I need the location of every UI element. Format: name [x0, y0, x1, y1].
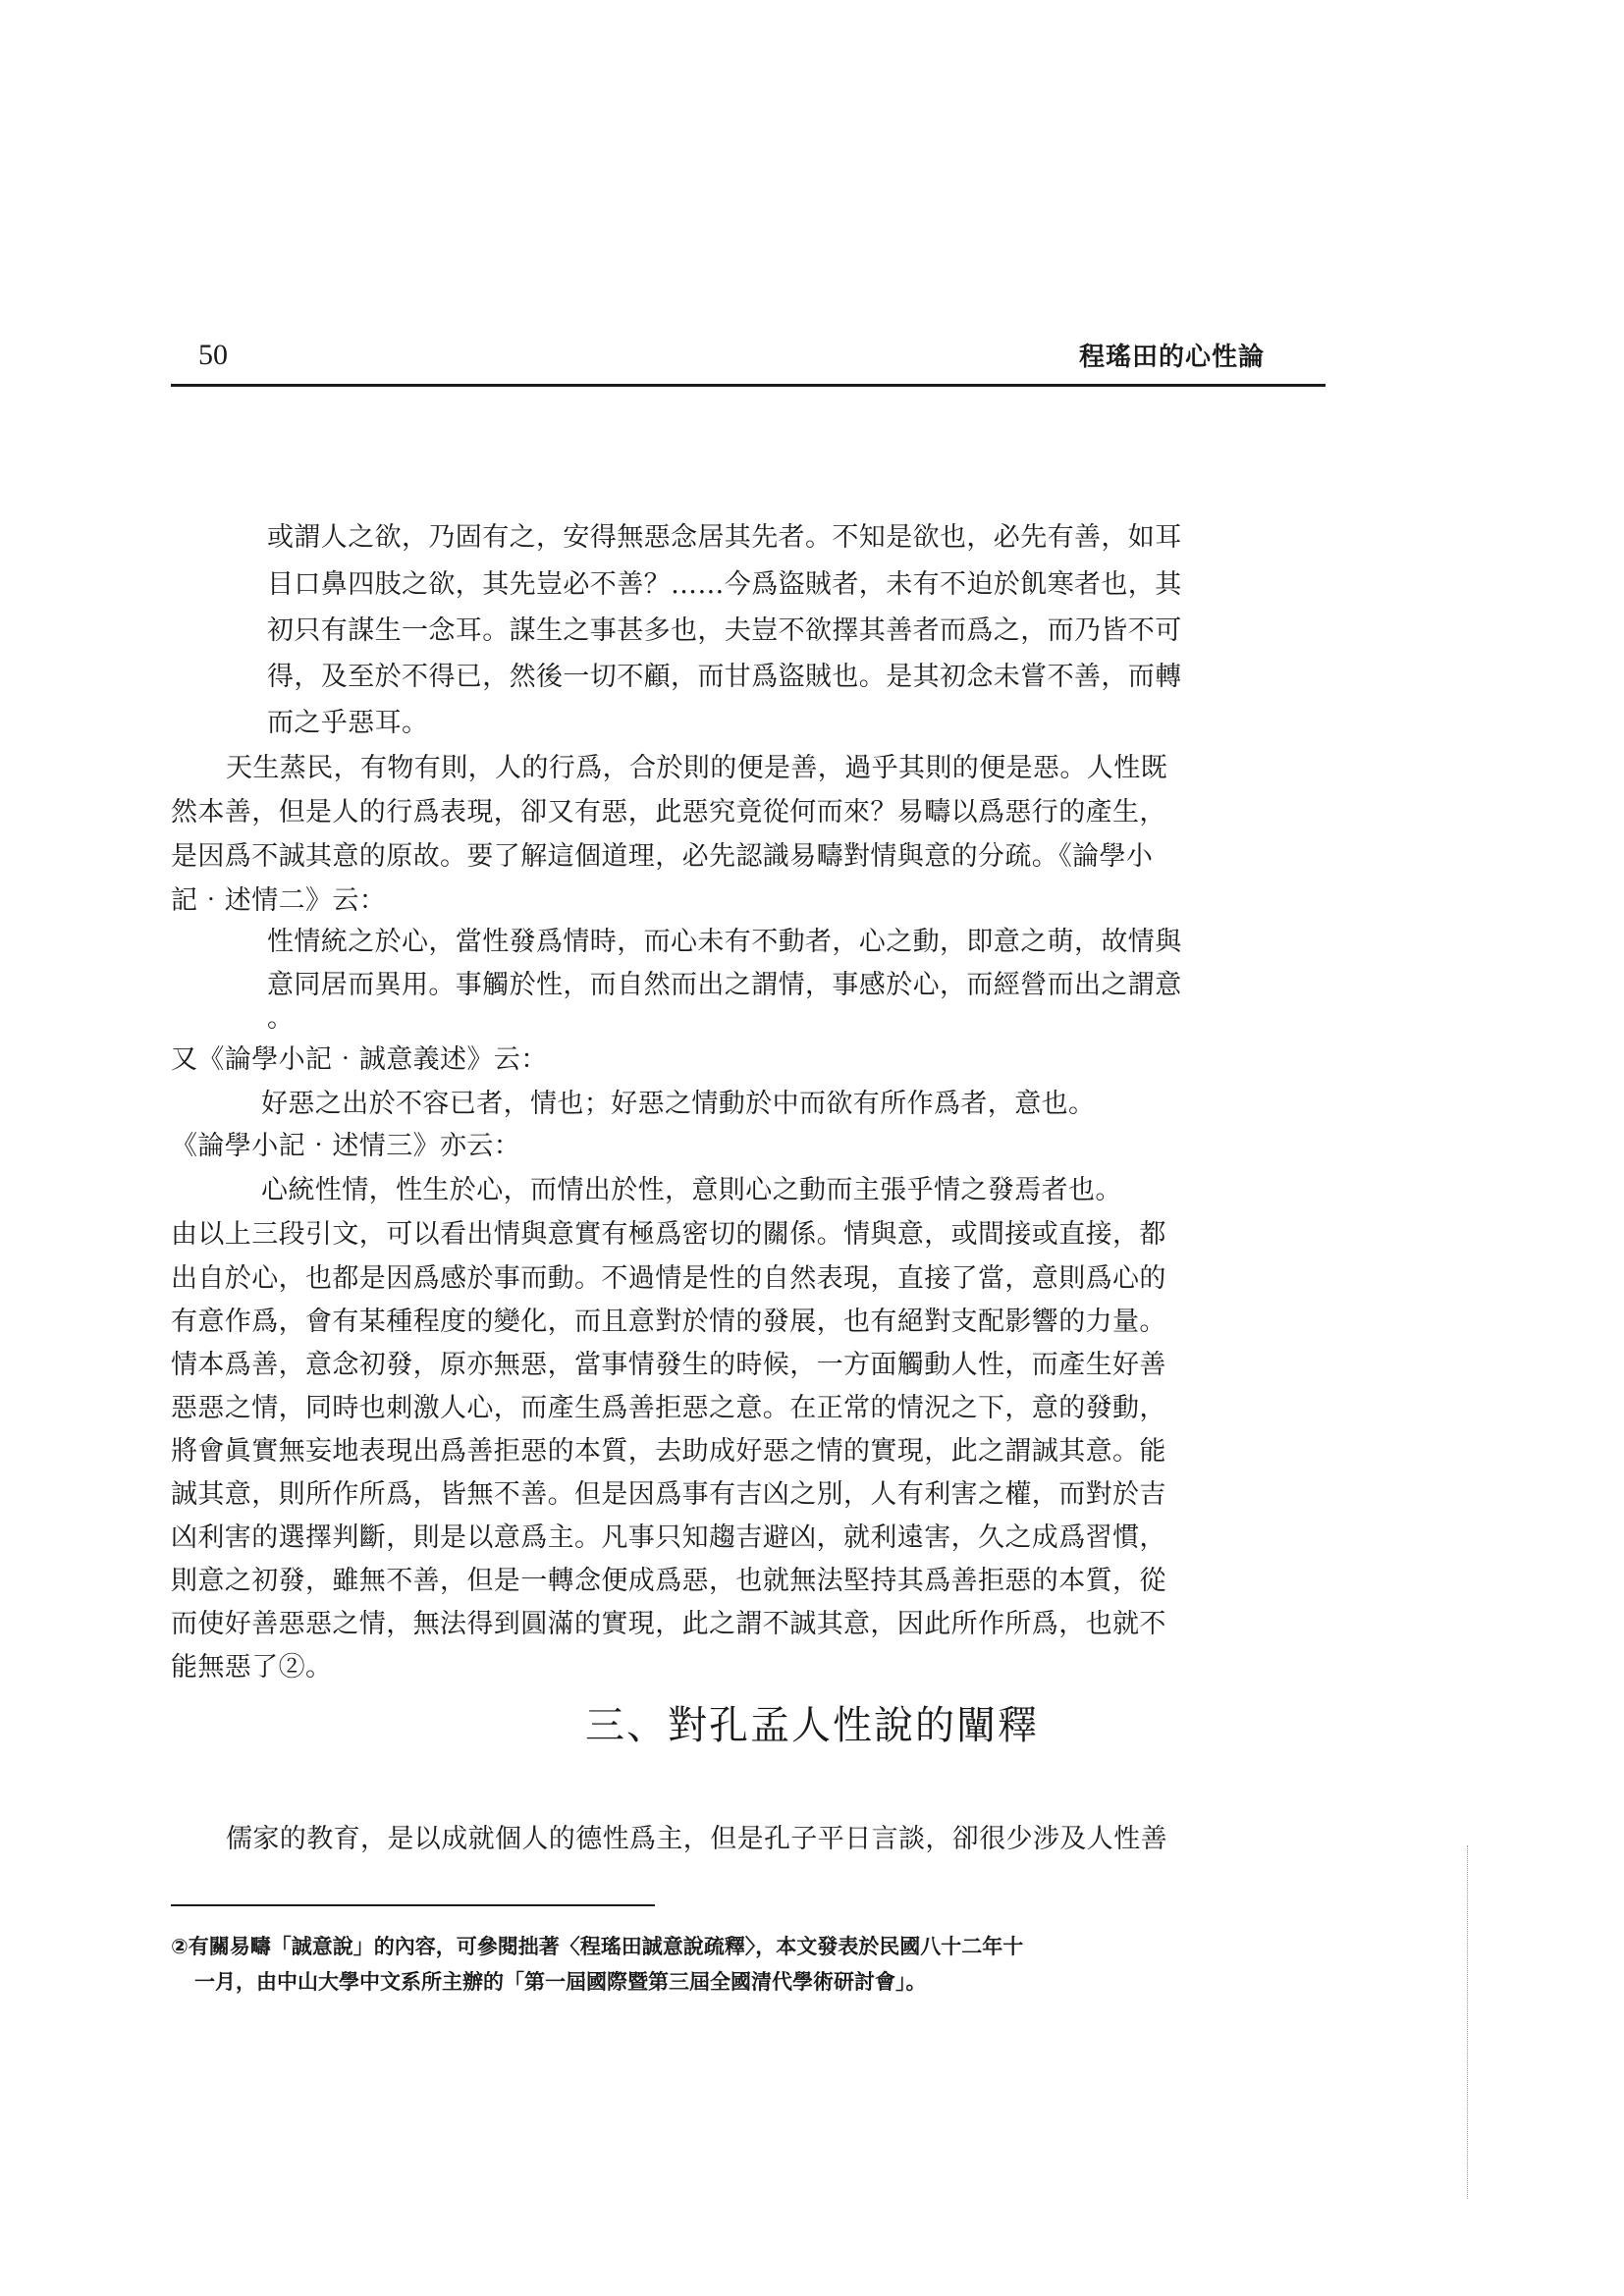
para2-line: 凶利害的選擇判斷，則是以意爲主。凡事只知趨吉避凶，就利遠害，久之成爲習慣， [171, 1522, 1166, 1553]
quote2-line: 。 [267, 1003, 295, 1034]
quote4: 心統性情，性生於心，而情出於性，意則心之動而主張乎情之發焉者也。 [261, 1175, 1122, 1205]
section-heading: 三、對孔孟人性說的闡釋 [585, 1703, 1039, 1748]
quote2-line: 意同居而異用。事觸於性，而自然而出之謂情，事感於心，而經營而出之謂意 [267, 970, 1182, 1000]
intro3: 又《論學小記‧誠意義述》云： [171, 1044, 548, 1075]
header-rule [171, 384, 1326, 387]
running-title: 程瑤田的心性論 [1078, 343, 1265, 372]
para2-line: 出自於心，也都是因爲感於事而動。不過情是性的自然表現，直接了當，意則爲心的 [171, 1263, 1166, 1294]
para1-line: 然本善，但是人的行爲表現，卻又有惡，此惡究竟從何而來？易疇以爲惡行的產生， [171, 797, 1166, 828]
page-number: 50 [198, 339, 228, 371]
para1-line: 是因爲不誠其意的原故。要了解這個道理，必先認識易疇對情與意的分疏。《論學小 [171, 841, 1154, 872]
quote1-line: 目口鼻四肢之欲，其先豈必不善？……今爲盜賊者，未有不迫於飢寒者也，其 [267, 569, 1182, 600]
quote2-line: 性情統之於心，當性發爲情時，而心未有不動者，心之動，即意之萌，故情與 [267, 927, 1182, 957]
quote1-line: 得，及至於不得已，然後一切不顧，而甘爲盜賊也。是其初念未嘗不善，而轉 [267, 662, 1182, 692]
para1-line: 天生蒸民，有物有則，人的行爲，合於則的便是善，過乎其則的便是惡。人性既 [226, 753, 1167, 783]
para2-line: 由以上三段引文，可以看出情與意實有極爲密切的關係。情與意，或間接或直接，都 [171, 1219, 1166, 1250]
quote1-line: 或謂人之欲，乃固有之，安得無惡念居其先者。不知是欲也，必先有善，如耳 [267, 522, 1182, 553]
para2-line: 有意作爲，會有某種程度的變化，而且意對於情的發展，也有絕對支配影響的力量。 [171, 1307, 1166, 1337]
para2-line: 惡惡之情，同時也刺激人心，而產生爲善拒惡之意。在正常的情況之下，意的發動， [171, 1393, 1166, 1423]
para2-line: 將會眞實無妄地表現出爲善拒惡的本質，去助成好惡之情的實現，此之謂誠其意。能 [171, 1436, 1166, 1467]
scan-edge-mark [1467, 1845, 1468, 2199]
para2-line: 誠其意，則所作所爲，皆無不善。但是因爲事有吉凶之別，人有利害之權，而對於吉 [171, 1479, 1166, 1510]
quote1-line: 初只有謀生一念耳。謀生之事甚多也，夫豈不欲擇其善者而爲之，而乃皆不可 [267, 615, 1182, 646]
footnote-line: ②有關易疇「誠意說」的內容，可參閱拙著〈程瑤田誠意說疏釋〉，本文發表於民國八十二年十 [171, 1935, 1024, 1958]
quote3: 好惡之出於不容已者，情也；好惡之情動於中而欲有所作爲者，意也。 [261, 1089, 1096, 1119]
intro4: 《論學小記‧述情三》亦云： [171, 1131, 521, 1161]
para1-line: 記‧述情二》云： [171, 885, 387, 916]
para2-line: 情本爲善，意念初發，原亦無惡，當事情發生的時候，一方面觸動人性，而產生好善 [171, 1350, 1166, 1380]
footnote-rule [171, 1904, 655, 1906]
para2-line: 能無惡了②。 [171, 1652, 333, 1682]
para2-line: 而使好善惡惡之情，無法得到圓滿的實現，此之謂不誠其意，因此所作所爲，也就不 [171, 1609, 1166, 1639]
para2-line: 則意之初發，雖無不善，但是一轉念便成爲惡，也就無法堅持其爲善拒惡的本質，從 [171, 1566, 1166, 1596]
quote1-line: 而之乎惡耳。 [267, 708, 429, 738]
footnote-line: 一月，由中山大學中文系所主辦的「第一屆國際暨第三屆全國清代學術研討會」。 [194, 1970, 927, 1994]
para3-line: 儒家的教育，是以成就個人的德性爲主，但是孔子平日言談，卻很少涉及人性善 [226, 1824, 1167, 1854]
